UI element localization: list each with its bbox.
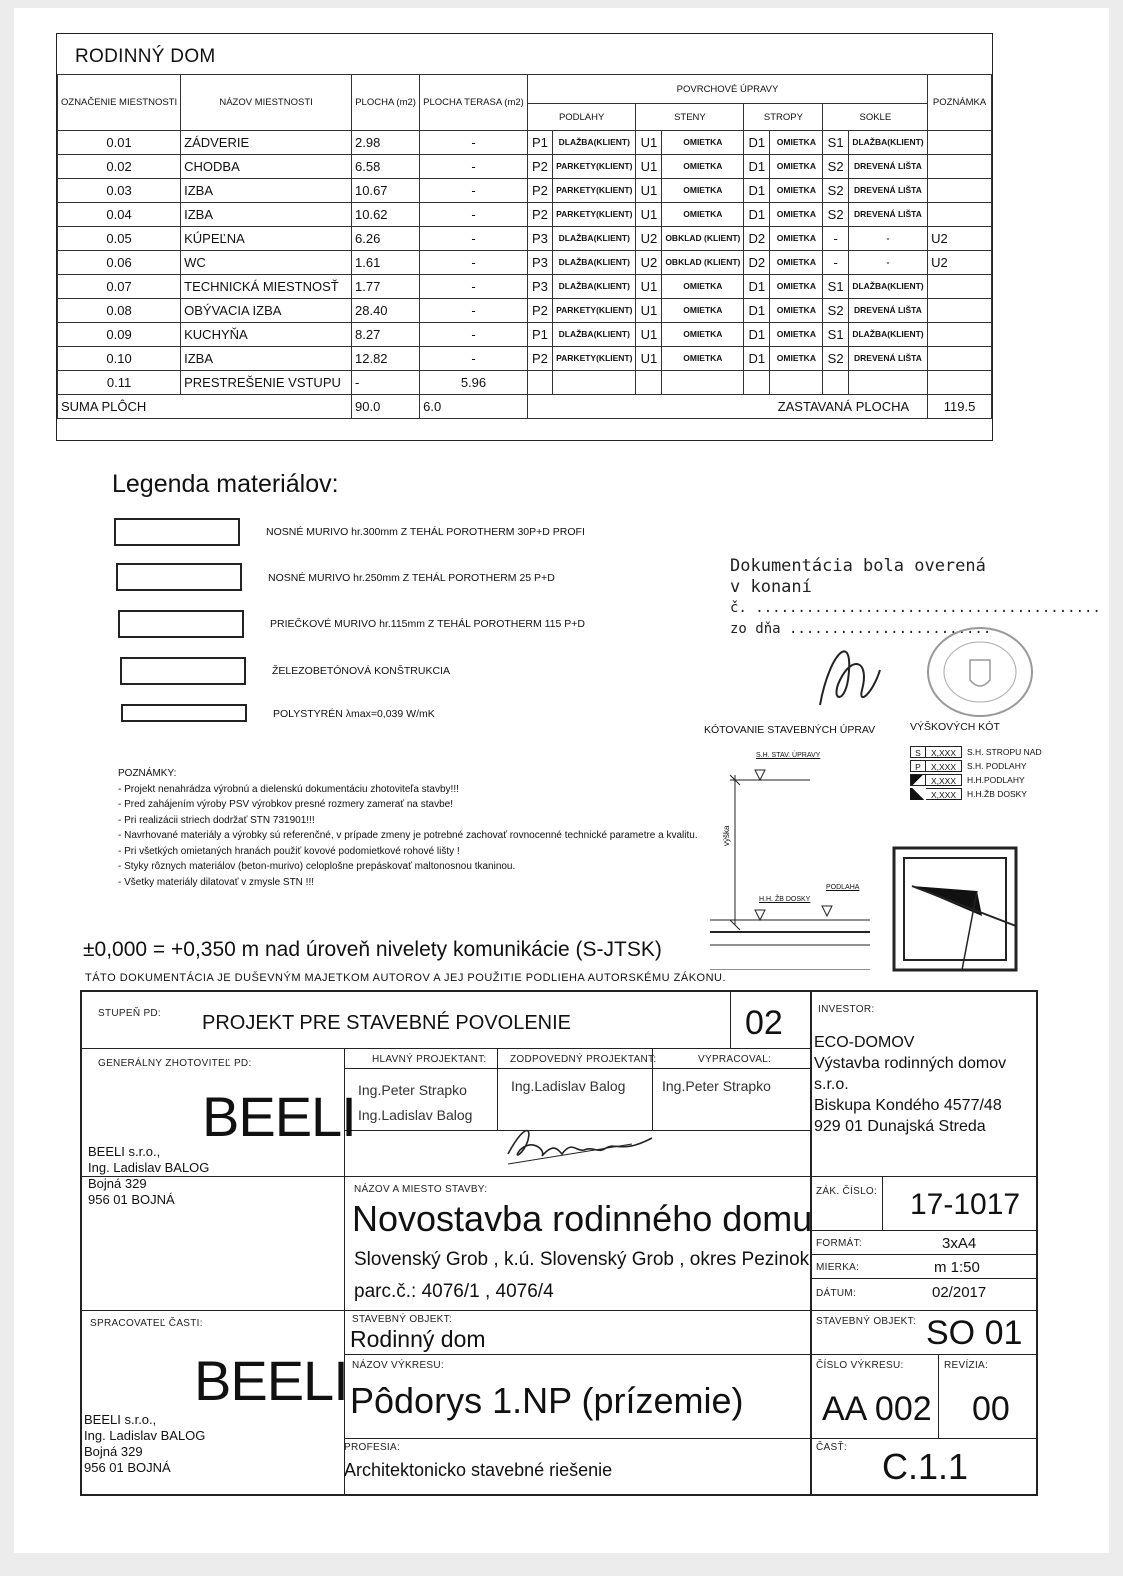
table-cell: - bbox=[420, 347, 528, 371]
table-cell: IZBA bbox=[181, 203, 352, 227]
miesto-line-2: parc.č.: 4076/1 , 4076/4 bbox=[354, 1281, 554, 1302]
table-cell: P3 bbox=[527, 251, 552, 275]
datum-label: DÁTUM: bbox=[816, 1288, 857, 1299]
table-cell: OMIETKA bbox=[770, 347, 823, 371]
table-cell bbox=[928, 155, 992, 179]
table-cell: DREVENÁ LIŠTA bbox=[848, 347, 927, 371]
table-cell: 6.58 bbox=[352, 155, 420, 179]
table-cell bbox=[823, 371, 848, 395]
table-cell: D1 bbox=[744, 347, 770, 371]
vyskove-row bbox=[910, 773, 1050, 787]
vykres-value: Pôdorys 1.NP (prízemie) bbox=[350, 1380, 744, 1421]
mierka-value: m 1:50 bbox=[934, 1259, 980, 1276]
investor-label: INVESTOR: bbox=[818, 1004, 875, 1015]
kotovanie-hh-label: H.H. ŽB DOSKY bbox=[759, 896, 811, 903]
title-block bbox=[80, 990, 1038, 1496]
stupen-value: PROJEKT PRE STAVEBNÉ POVOLENIE bbox=[202, 1012, 571, 1034]
table-cell: OBÝVACIA IZBA bbox=[181, 299, 352, 323]
header-sokle: SOKLE bbox=[823, 104, 928, 131]
table-cell: S2 bbox=[823, 347, 848, 371]
vyskove-value: X,XXX bbox=[926, 774, 962, 786]
table-cell bbox=[928, 179, 992, 203]
table-cell: PARKETY(KLIENT) bbox=[553, 203, 636, 227]
table-cell: - bbox=[352, 371, 420, 395]
table-row bbox=[58, 251, 992, 275]
table-cell: TECHNICKÁ MIESTNOSŤ bbox=[181, 275, 352, 299]
objekt2-value: SO 01 bbox=[926, 1314, 1023, 1352]
table-cell: S1 bbox=[823, 131, 848, 155]
table-cell: DLAŽBA(KLIENT) bbox=[553, 251, 636, 275]
table-cell bbox=[770, 371, 823, 395]
table-cell: DLAŽBA(KLIENT) bbox=[553, 131, 636, 155]
company-line-2: Ing. Ladislav BALOG bbox=[88, 1160, 210, 1175]
zodpovedny-label: ZODPOVEDNÝ PROJEKTANT: bbox=[510, 1054, 657, 1065]
table-cell: OBKLAD (KLIENT) bbox=[662, 227, 744, 251]
table-cell bbox=[928, 299, 992, 323]
table-cell: OMIETKA bbox=[770, 323, 823, 347]
verification-line-4: zo dňa ........................ bbox=[730, 621, 992, 637]
table-cell bbox=[744, 371, 770, 395]
spracovatel-info bbox=[84, 1412, 205, 1476]
cast-value: C.1.1 bbox=[882, 1446, 969, 1487]
table-cell: - bbox=[420, 203, 528, 227]
table-row bbox=[58, 323, 992, 347]
notes-title: POZNÁMKY: bbox=[118, 768, 177, 779]
height-reference: ±0,000 = +0,350 m nad úroveň nivelety komunikácie (S-JTSK) bbox=[83, 938, 662, 961]
vyskove-symbol: P bbox=[910, 760, 926, 772]
table-cell: OMIETKA bbox=[770, 179, 823, 203]
table-cell: OMIETKA bbox=[770, 227, 823, 251]
vypracoval-label: VYPRACOVAL: bbox=[698, 1054, 772, 1065]
table-cell: P3 bbox=[527, 227, 552, 251]
note-item: - Pri realizácii striech dodržať STN 731901!!! bbox=[118, 814, 315, 826]
table-cell: ZÁDVERIE bbox=[181, 131, 352, 155]
table-cell: 0.10 bbox=[58, 347, 181, 371]
legend-swatch-4 bbox=[120, 657, 246, 685]
table-cell bbox=[928, 323, 992, 347]
table-cell: U1 bbox=[636, 299, 662, 323]
table-cell: S1 bbox=[823, 275, 848, 299]
table-cell: P3 bbox=[527, 275, 552, 299]
gz-label: GENERÁLNY ZHOTOVITEĽ PD: bbox=[98, 1058, 252, 1069]
investor-line-2: Výstavba rodinných domov s.r.o. bbox=[814, 1055, 1007, 1093]
note-item: - Styky rôznych materiálov (beton-murivo) celoplošne prepáskovať maltonosnou tkaninou. bbox=[118, 861, 516, 872]
header-podlahy: PODLAHY bbox=[527, 104, 636, 131]
table-cell: OMIETKA bbox=[662, 323, 744, 347]
table-cell: D1 bbox=[744, 323, 770, 347]
verification-line-3: č. ......................................... bbox=[730, 600, 1101, 616]
vyskove-row bbox=[910, 745, 1050, 759]
spracovatel-line-4: 956 01 BOJNÁ bbox=[84, 1460, 171, 1475]
table-cell: DREVENÁ LIŠTA bbox=[848, 155, 927, 179]
table-cell: P2 bbox=[527, 347, 552, 371]
table-cell: 8.27 bbox=[352, 323, 420, 347]
table-cell: 28.40 bbox=[352, 299, 420, 323]
zak-label: ZÁK. ČÍSLO: bbox=[816, 1186, 878, 1197]
legend-swatch-5 bbox=[121, 704, 247, 722]
table-row bbox=[58, 131, 992, 155]
vyskove-desc: H.H.PODLAHY bbox=[967, 775, 1025, 785]
table-cell: 0.09 bbox=[58, 323, 181, 347]
vyskove-row bbox=[910, 759, 1050, 773]
table-cell: U1 bbox=[636, 323, 662, 347]
table-cell: S2 bbox=[823, 155, 848, 179]
table-cell: U1 bbox=[636, 131, 662, 155]
table-cell: OMIETKA bbox=[770, 275, 823, 299]
notes bbox=[118, 766, 698, 890]
copyright-note: TÁTO DOKUMENTÁCIA JE DUŠEVNÝM MAJETKOM AUTOROV A JEJ POUŽITIE PODLIEHA AUTORSKÉMU ZÁKONU. bbox=[85, 972, 727, 984]
sum-label: SUMA PLÔCH bbox=[58, 395, 352, 419]
table-cell: DLAŽBA(KLIENT) bbox=[848, 275, 927, 299]
header-oznacenie: OZNAČENIE MIESTNOSTI bbox=[58, 75, 181, 131]
table-cell: D2 bbox=[744, 251, 770, 275]
table-cell: - bbox=[823, 227, 848, 251]
investor-line-1: ECO-DOMOV bbox=[814, 1034, 915, 1051]
format-value: 3xA4 bbox=[942, 1235, 977, 1252]
spracovatel-logo: BEELI bbox=[194, 1349, 348, 1412]
table-cell: OMIETKA bbox=[770, 155, 823, 179]
table-cell: D1 bbox=[744, 203, 770, 227]
objekt-value: Rodinný dom bbox=[350, 1326, 486, 1352]
nazov-value: Novostavba rodinného domu bbox=[352, 1198, 813, 1239]
legend-swatch-2 bbox=[116, 563, 242, 591]
table-cell: 0.05 bbox=[58, 227, 181, 251]
note-item: - Projekt nenahrádza výrobnú a dielenskú dokumentáciu zhotoviteľa stavby!!! bbox=[118, 783, 459, 795]
table-cell: OMIETKA bbox=[662, 179, 744, 203]
table-cell: S2 bbox=[823, 299, 848, 323]
table-cell: - bbox=[420, 323, 528, 347]
table-cell: KÚPEĽNA bbox=[181, 227, 352, 251]
legend-title: Legenda materiálov: bbox=[112, 470, 339, 498]
kotovanie-diagram bbox=[700, 760, 880, 970]
table-cell: U2 bbox=[636, 227, 662, 251]
note-item: - Navrhované materiály a výrobky sú referenčné, v prípade zmeny je potrebné zachovať rovnocenné technické parametre a kvalitu. bbox=[118, 830, 698, 841]
miesto-stavby bbox=[354, 1244, 809, 1308]
table-row bbox=[58, 371, 992, 395]
table-cell: - bbox=[420, 179, 528, 203]
verification-line-1: Dokumentácia bola overená bbox=[730, 556, 986, 576]
notes-list bbox=[118, 782, 698, 891]
table-row bbox=[58, 179, 992, 203]
legend-item-5: POLYSTYRÉN λmax=0,039 W/mK bbox=[273, 708, 435, 720]
spracovatel-line-3: Bojná 329 bbox=[84, 1444, 143, 1459]
datum-value: 02/2017 bbox=[932, 1284, 987, 1301]
table-cell: OMIETKA bbox=[770, 131, 823, 155]
table-cell: - bbox=[420, 227, 528, 251]
table-cell: IZBA bbox=[181, 179, 352, 203]
vyskove-title: VÝŠKOVÝCH KÓT bbox=[910, 721, 1000, 733]
table-row bbox=[58, 227, 992, 251]
table-cell: - bbox=[420, 275, 528, 299]
table-cell: 1.61 bbox=[352, 251, 420, 275]
legend-item-1: NOSNÉ MURIVO hr.300mm Z TEHÁL POROTHERM 30P+D PROFI bbox=[266, 526, 585, 538]
rooms-table bbox=[57, 74, 992, 419]
table-cell: KUCHYŇA bbox=[181, 323, 352, 347]
hlavny-label: HLAVNÝ PROJEKTANT: bbox=[372, 1054, 487, 1065]
table-cell: DREVENÁ LIŠTA bbox=[848, 299, 927, 323]
header-steny: STENY bbox=[636, 104, 744, 131]
vyskove-value: X,XXX bbox=[926, 760, 962, 772]
vyskove-row bbox=[910, 787, 1050, 801]
company-logo: BEELI bbox=[202, 1085, 356, 1148]
table-cell: WC bbox=[181, 251, 352, 275]
table-cell: P1 bbox=[527, 131, 552, 155]
table-cell: CHODBA bbox=[181, 155, 352, 179]
table-cell: U1 bbox=[636, 179, 662, 203]
table-title: RODINNÝ DOM bbox=[75, 46, 216, 67]
table-cell: PARKETY(KLIENT) bbox=[553, 179, 636, 203]
table-cell bbox=[928, 347, 992, 371]
zastavana-label: ZASTAVANÁ PLOCHA bbox=[527, 395, 927, 419]
vyskove-desc: S.H. STROPU NAD bbox=[967, 747, 1042, 757]
kotovanie-vyska: výška bbox=[722, 825, 731, 846]
table-cell bbox=[928, 371, 992, 395]
note-item: - Pred zahájením výroby PSV výrobkov presné rozmery zamerať na stavbe! bbox=[118, 799, 453, 810]
table-cell: OBKLAD (KLIENT) bbox=[662, 251, 744, 275]
kotovanie-podlaha: PODLAHA bbox=[826, 884, 860, 891]
legend-item-4: ŽELEZOBETÓNOVÁ KONŠTRUKCIA bbox=[272, 665, 450, 677]
spracovatel-line-1: BEELI s.r.o., bbox=[84, 1412, 157, 1427]
table-cell bbox=[928, 203, 992, 227]
table-cell bbox=[636, 371, 662, 395]
nazov-label: NÁZOV A MIESTO STAVBY: bbox=[354, 1184, 488, 1195]
table-cell bbox=[662, 371, 744, 395]
table-cell: 6.26 bbox=[352, 227, 420, 251]
table-cell: OMIETKA bbox=[770, 299, 823, 323]
mierka-label: MIERKA: bbox=[816, 1262, 860, 1273]
table-cell: P2 bbox=[527, 155, 552, 179]
vyskove-symbol bbox=[910, 774, 926, 786]
sum-plocha: 90.0 bbox=[352, 395, 420, 419]
legend-item-3: PRIEČKOVÉ MURIVO hr.115mm Z TEHÁL POROTHERM 115 P+D bbox=[270, 618, 585, 630]
official-stamp-and-signature bbox=[800, 610, 1040, 730]
table-cell bbox=[928, 131, 992, 155]
vypracoval-value: Ing.Peter Strapko bbox=[662, 1078, 771, 1094]
table-cell: U1 bbox=[636, 347, 662, 371]
company-line-1: BEELI s.r.o., bbox=[88, 1144, 161, 1159]
spracovatel-line-2: Ing. Ladislav BALOG bbox=[84, 1428, 206, 1443]
table-cell: DLAŽBA(KLIENT) bbox=[553, 227, 636, 251]
company-line-4: 956 01 BOJNÁ bbox=[88, 1192, 175, 1207]
table-cell: U2 bbox=[636, 251, 662, 275]
table-cell: U1 bbox=[636, 155, 662, 179]
table-cell: 0.02 bbox=[58, 155, 181, 179]
table-cell: - bbox=[848, 227, 927, 251]
table-cell: OMIETKA bbox=[662, 155, 744, 179]
spracovatel-label: SPRACOVATEĽ ČASTI: bbox=[90, 1318, 203, 1329]
table-cell: DLAŽBA(KLIENT) bbox=[848, 323, 927, 347]
table-cell: 0.01 bbox=[58, 131, 181, 155]
vyskove-symbol bbox=[910, 788, 926, 800]
cislo-label: ČÍSLO VÝKRESU: bbox=[816, 1360, 904, 1371]
table-cell: U2 bbox=[928, 227, 992, 251]
table-cell bbox=[848, 371, 927, 395]
kotovanie-sh-label: S.H. STAV. ÚPRAVY bbox=[756, 752, 821, 759]
table-cell: 5.96 bbox=[420, 371, 528, 395]
legend-swatch-3 bbox=[118, 610, 244, 638]
table-cell: 1.77 bbox=[352, 275, 420, 299]
table-cell: 0.07 bbox=[58, 275, 181, 299]
header-povrchove: POVRCHOVÉ ÚPRAVY bbox=[527, 75, 927, 104]
vyskove-value: X,XXX bbox=[926, 746, 962, 758]
zak-value: 17-1017 bbox=[910, 1188, 1021, 1221]
table-cell: PRESTREŠENIE VSTUPU bbox=[181, 371, 352, 395]
table-cell: - bbox=[420, 251, 528, 275]
table-cell: S2 bbox=[823, 179, 848, 203]
table-cell: P1 bbox=[527, 323, 552, 347]
stupen-label: STUPEŇ PD: bbox=[98, 1008, 162, 1019]
revizia-value: 00 bbox=[972, 1390, 1010, 1428]
table-cell: D1 bbox=[744, 155, 770, 179]
table-row bbox=[58, 155, 992, 179]
miesto-line-1: Slovenský Grob , k.ú. Slovenský Grob , okres Pezinok bbox=[354, 1249, 810, 1270]
table-cell: P2 bbox=[527, 179, 552, 203]
table-cell: PARKETY(KLIENT) bbox=[553, 347, 636, 371]
note-item: - Pri všetkých omietaných hranách použiť kovové podomietkové rohové lišty ! bbox=[118, 845, 460, 857]
table-cell: - bbox=[420, 155, 528, 179]
table-cell bbox=[928, 275, 992, 299]
table-cell: 0.04 bbox=[58, 203, 181, 227]
table-cell: DLAŽBA(KLIENT) bbox=[553, 275, 636, 299]
note-item: - Všetky materiály dilatovať v zmysle STN !!! bbox=[118, 876, 315, 888]
table-cell: PARKETY(KLIENT) bbox=[553, 155, 636, 179]
table-cell: PARKETY(KLIENT) bbox=[553, 299, 636, 323]
table-cell: S1 bbox=[823, 323, 848, 347]
format-label: FORMÁT: bbox=[816, 1238, 862, 1249]
table-cell: 10.67 bbox=[352, 179, 420, 203]
table-cell: OMIETKA bbox=[662, 203, 744, 227]
profesia-value: Architektonicko stavebné riešenie bbox=[344, 1460, 613, 1480]
table-cell: U2 bbox=[928, 251, 992, 275]
table-cell: 2.98 bbox=[352, 131, 420, 155]
table-cell: - bbox=[420, 131, 528, 155]
table-cell: DREVENÁ LIŠTA bbox=[848, 179, 927, 203]
table-cell: D2 bbox=[744, 227, 770, 251]
table-row bbox=[58, 203, 992, 227]
table-cell: OMIETKA bbox=[662, 275, 744, 299]
verification-line-2: v konaní bbox=[730, 577, 812, 597]
table-cell: 0.06 bbox=[58, 251, 181, 275]
vyskove-legend bbox=[910, 745, 1050, 801]
header-stropy: STROPY bbox=[744, 104, 823, 131]
objekt2-label: STAVEBNÝ OBJEKT: bbox=[816, 1316, 917, 1327]
table-cell: 0.08 bbox=[58, 299, 181, 323]
table-cell: - bbox=[420, 299, 528, 323]
table-cell: DLAŽBA(KLIENT) bbox=[848, 131, 927, 155]
sum-terasa: 6.0 bbox=[420, 395, 528, 419]
revizia-label: REVÍZIA: bbox=[944, 1360, 989, 1371]
table-cell: P2 bbox=[527, 203, 552, 227]
table-cell: OMIETKA bbox=[770, 203, 823, 227]
company-line-3: Bojná 329 bbox=[88, 1176, 147, 1191]
table-cell: DREVENÁ LIŠTA bbox=[848, 203, 927, 227]
profesia-label: PROFESIA: bbox=[344, 1442, 401, 1453]
header-poznamka: POZNÁMKA bbox=[928, 75, 992, 131]
table-row bbox=[58, 275, 992, 299]
table-cell: D1 bbox=[744, 275, 770, 299]
signature bbox=[502, 1120, 662, 1170]
table-cell: 0.03 bbox=[58, 179, 181, 203]
legend-swatch-1 bbox=[114, 518, 240, 546]
table-cell: 0.11 bbox=[58, 371, 181, 395]
stupen-number: 02 bbox=[745, 1004, 783, 1042]
vyskove-desc: S.H. PODLAHY bbox=[967, 761, 1027, 771]
legend-item-2: NOSNÉ MURIVO hr.250mm Z TEHÁL POROTHERM 25 P+D bbox=[268, 572, 555, 584]
table-cell bbox=[553, 371, 636, 395]
header-nazov: NÁZOV MIESTNOSTI bbox=[181, 75, 352, 131]
room-table bbox=[56, 33, 993, 441]
table-cell: D1 bbox=[744, 179, 770, 203]
investor-info bbox=[814, 1032, 1036, 1137]
table-cell: - bbox=[848, 251, 927, 275]
table-cell: IZBA bbox=[181, 347, 352, 371]
cislo-value: AA 002 bbox=[822, 1390, 932, 1428]
table-cell: S2 bbox=[823, 203, 848, 227]
table-cell: OMIETKA bbox=[662, 347, 744, 371]
table-row bbox=[58, 347, 992, 371]
section-symbol bbox=[892, 846, 1022, 976]
table-cell: D1 bbox=[744, 131, 770, 155]
vykres-label: NÁZOV VÝKRESU: bbox=[352, 1360, 444, 1371]
table-cell: OMIETKA bbox=[662, 299, 744, 323]
table-cell: DLAŽBA(KLIENT) bbox=[553, 323, 636, 347]
vyskove-desc: H.H.ŽB DOSKY bbox=[967, 789, 1027, 799]
vyskove-value: X,XXX bbox=[926, 788, 962, 800]
header-plocha: PLOCHA (m2) bbox=[352, 75, 420, 131]
investor-line-4: 929 01 Dunajská Streda bbox=[814, 1118, 986, 1135]
header-plocha-terasa: PLOCHA TERASA (m2) bbox=[420, 75, 528, 131]
table-cell: - bbox=[823, 251, 848, 275]
vyskove-symbol: S bbox=[910, 746, 926, 758]
zodpovedny-value: Ing.Ladislav Balog bbox=[511, 1078, 626, 1094]
objekt-label: STAVEBNÝ OBJEKT: bbox=[352, 1314, 453, 1325]
hlavny-value-2: Ing.Ladislav Balog bbox=[358, 1107, 473, 1123]
company-info bbox=[88, 1144, 209, 1208]
table-cell: 12.82 bbox=[352, 347, 420, 371]
table-cell: D1 bbox=[744, 299, 770, 323]
hlavny-values bbox=[358, 1078, 472, 1128]
table-cell: 10.62 bbox=[352, 203, 420, 227]
kotovanie-title: KÓTOVANIE STAVEBNÝCH ÚPRAV bbox=[704, 724, 876, 736]
table-cell: OMIETKA bbox=[662, 131, 744, 155]
table-cell bbox=[527, 371, 552, 395]
table-cell: U1 bbox=[636, 275, 662, 299]
hlavny-value-1: Ing.Peter Strapko bbox=[358, 1082, 467, 1098]
table-row bbox=[58, 299, 992, 323]
investor-line-3: Biskupa Kondého 4577/48 bbox=[814, 1097, 1002, 1114]
zastavana-value: 119.5 bbox=[928, 395, 992, 419]
table-cell: OMIETKA bbox=[770, 251, 823, 275]
table-cell: U1 bbox=[636, 203, 662, 227]
table-cell: P2 bbox=[527, 299, 552, 323]
cast-label: ČASŤ: bbox=[816, 1442, 847, 1453]
